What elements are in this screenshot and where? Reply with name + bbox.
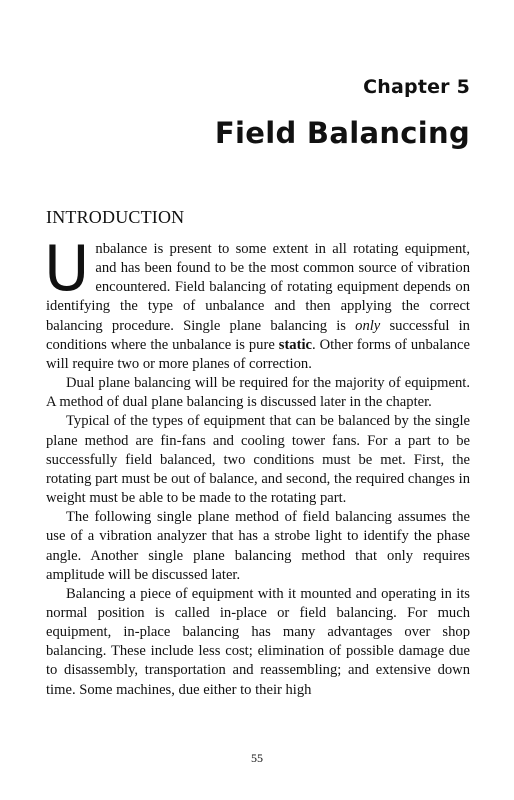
paragraph-2: Dual plane balancing will be required for the majority of equipment. A method of dual plane balancing is discussed later in the chapter. xyxy=(46,375,470,411)
page-number: 55 xyxy=(251,751,263,765)
paragraph-3: Typical of the types of equipment that can be balanced by the single plane method are fin-fans and cooling tower fans. For a part to be successfully field balanced, two conditions must be met. First, the rotating part must be out of balance, and second, the required changes in weight must be able to be made to the rotating part. xyxy=(46,413,470,507)
strong-static: static xyxy=(278,336,312,353)
section-heading: INTRODUCTION xyxy=(46,207,185,227)
paragraph-1 xyxy=(44,232,471,374)
chapter-title: Field Balancing xyxy=(214,116,470,150)
body-text xyxy=(44,232,471,700)
paragraph-1-part-2: successful in conditions where the unbalance is pure xyxy=(46,317,470,353)
emphasis-only: only xyxy=(355,317,381,334)
paragraph-1-part-3: . Other forms of unbalance will require two or more planes of correction. xyxy=(46,336,471,372)
paragraph-5: Balancing a piece of equipment with it mounted and operating in its normal position is called in-place or field balancing. For much equipment, in-place balancing has many advantages over shop balancing. These include less cost; elimination of possible damage due to disassembly, transportation and reassembling; and extensive down time. Some machines, due either to their high xyxy=(46,585,470,698)
chapter-label: Chapter 5 xyxy=(363,76,470,98)
drop-cap: U xyxy=(44,232,90,305)
paragraph-4: The following single plane method of field balancing assumes the use of a vibration analyzer that has a strobe light to identify the phase angle. Another single plane balancing method that only requires amplitude will be discussed later. xyxy=(46,509,470,583)
paragraph-1-part-1: nbalance is present to some extent in all rotating equipment, and has been found to be the most common source of vibration encountered. Field balancing of rotating equipment depends on identifying the type of unbalance and then applying the correct balancing procedure. Single plane balancing is xyxy=(46,241,470,334)
